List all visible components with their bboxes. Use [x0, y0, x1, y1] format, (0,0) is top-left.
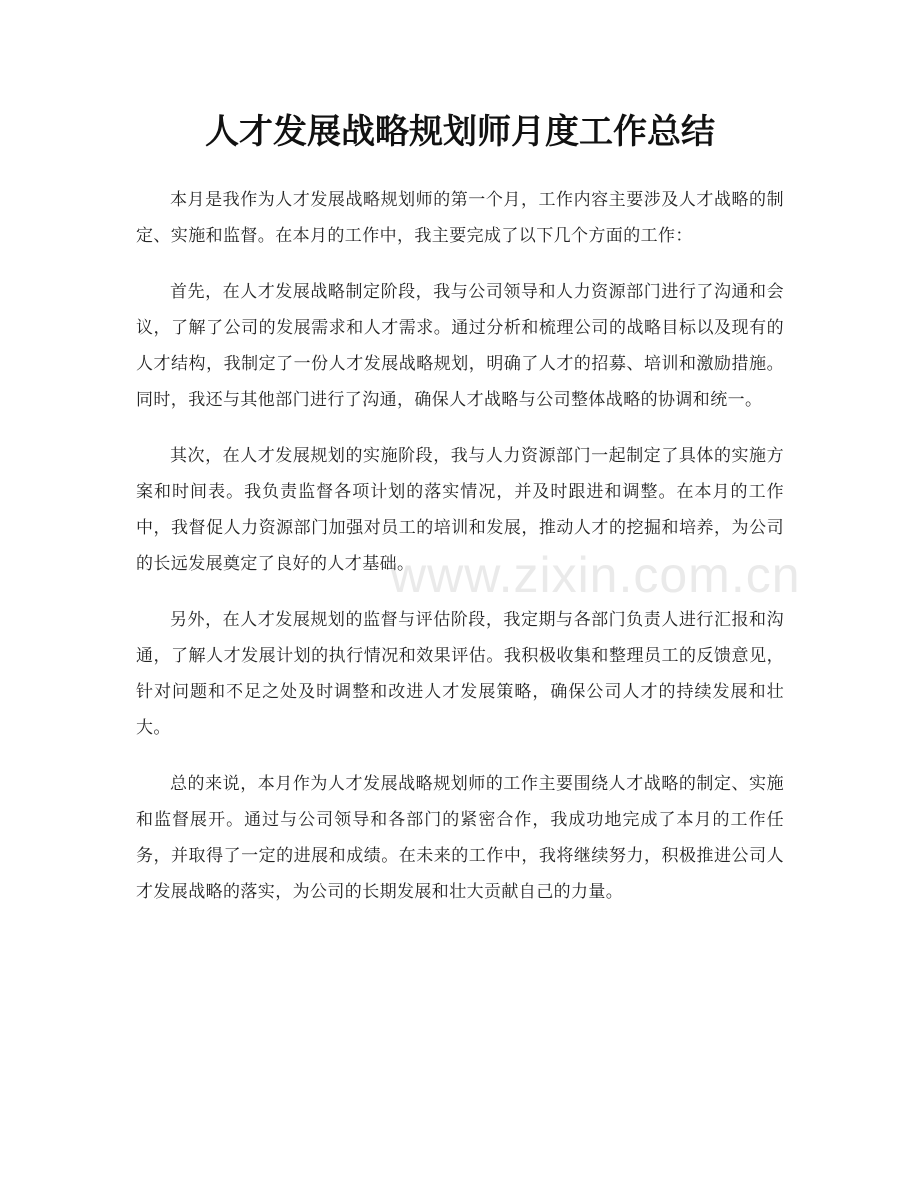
- paragraph-3: 其次，在人才发展规划的实施阶段，我与人力资源部门一起制定了具体的实施方案和时间表。我负责监督各项计划的落实情况，并及时跟进和调整。在本月的工作中，我督促人力资源部门加强对员工的培训和发展，推动人才的挖掘和培养，为公司的长远发展奠定了良好的人才基础。: [136, 446, 784, 574]
- paragraph-4: 另外，在人才发展规划的监督与评估阶段，我定期与各部门负责人进行汇报和沟通，了解人才发展计划的执行情况和效果评估。我积极收集和整理员工的反馈意见，针对问题和不足之处及时调整和改进人才发展策略，确保公司人才的持续发展和壮大。: [136, 610, 784, 738]
- paragraph-5: 总的来说，本月作为人才发展战略规划师的工作主要围绕人才战略的制定、实施和监督展开。通过与公司领导和各部门的紧密合作，我成功地完成了本月的工作任务，并取得了一定的进展和成绩。在未来的工作中，我将继续努力，积极推进公司人才发展战略的落实，为公司的长期发展和壮大贡献自己的力量。: [136, 774, 784, 902]
- document-body: [136, 182, 784, 930]
- paragraph-2: 首先，在人才发展战略制定阶段，我与公司领导和人力资源部门进行了沟通和会议，了解了公司的发展需求和人才需求。通过分析和梳理公司的战略目标以及现有的人才结构，我制定了一份人才发展战略规划，明确了人才的招募、培训和激励措施。同时，我还与其他部门进行了沟通，确保人才战略与公司整体战略的协调和统一。: [136, 282, 784, 410]
- watermark-text: www.zixin.com.cn: [390, 547, 801, 603]
- document-title: 人才发展战略规划师月度工作总结: [205, 112, 715, 152]
- paragraph-1: 本月是我作为人才发展战略规划师的第一个月，工作内容主要涉及人才战略的制定、实施和监督。在本月的工作中，我主要完成了以下几个方面的工作：: [136, 190, 784, 246]
